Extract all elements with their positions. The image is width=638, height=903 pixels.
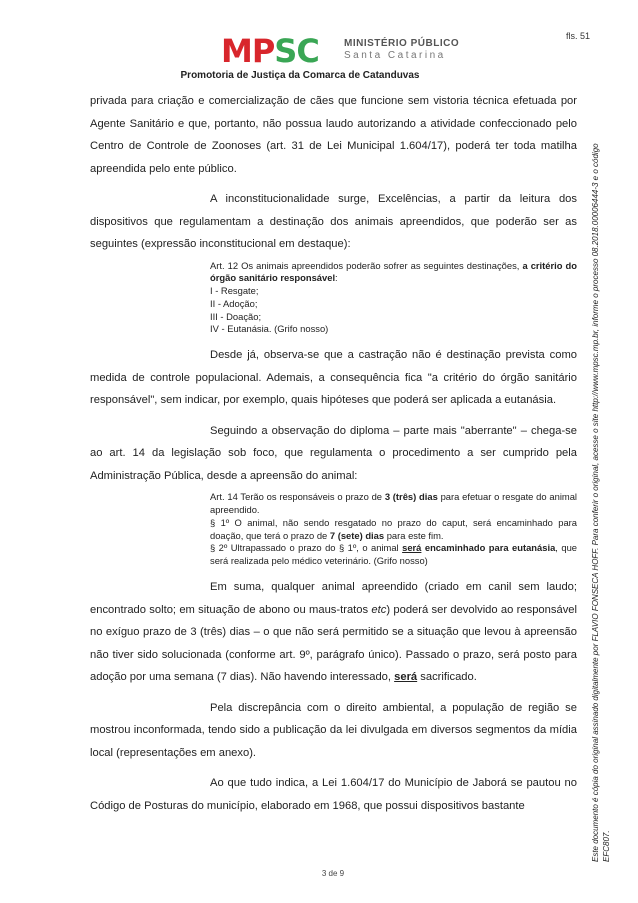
quote-art-14-par-2: § 2º Ultrapassado o prazo do § 1º, o animal será encaminhado para eutanásia, que será realizada pelo médico veterinário. (Grifo nosso) [210,542,577,567]
quote-art-14-par-1: § 1º O animal, não sendo resgatado no prazo do caput, será encaminhado para doação, que terá o prazo de 7 (sete) dias para este fim. [210,516,577,541]
page-number: 3 de 9 [321,869,345,878]
quote-art-14-caput: Art. 14 Terão os responsáveis o prazo de 3 (três) dias para efetuar o resgate do animal apreendido. [210,491,578,516]
page-folio: fls. 51 [566,31,591,41]
paragraph-3: Desde já, observa-se que a castração não é destinação prevista como medida de controle populacional. Ademais, a consequência fica "a critério do órgão sanitário responsável", sem indicar, por exemplo, quais hipóteses que poderá ser aplicada a eutanásia. [90,349,577,407]
quote-item: II - Adoção; [210,297,258,309]
paragraph-5: Em suma, qualquer animal apreendido (criado em canil sem laudo; encontrado solto; em situação de abono ou maus-tratos etc) poderá ser devolvido ao responsável no exíguo prazo de 3 (três) dias – o que não será permitido se a situação que levou à apreensão não tiver sido solucionada (conforme art. 9º, parágrafo único). Passado o prazo, será posto para adoção por uma semana (7 dias). Não havendo interessado, será sacrificado. [90,581,577,684]
paragraph-2: A inconstitucionalidade surge, Excelências, a partir da leitura dos dispositivos que regulamentam a destinação dos animais apreendidos, que poderão ser as seguintes (expressão inconstitucional em destaque): [90,193,577,250]
logo-mark: MPSC [221,32,319,70]
document-body [90,90,577,817]
logo-text: MINISTÉRIO PÚBLICO Santa Catarina [344,38,460,61]
paragraph-6: Pela discrepância com o direito ambiental, a população de região se mostrou inconformada, tendo sido a publicação da lei divulgada em diversos segmentos da mídia local (representações em anexo). [90,701,577,759]
paragraph-7: Ao que tudo indica, a Lei 1.604/17 do Município de Jaborá se pautou no Código de Posturas do município, elaborado em 1968, que possui dispositivos bastante [90,777,577,812]
quote-item: I - Resgate; [210,285,259,297]
quote-art-12: Art. 12 Os animais apreendidos poderão sofrer as seguintes destinações, a critério do órgão sanitário responsável: I - Resgate; II - Adoção; III - Doação; IV - Eutanásia. (Grifo nosso) [210,259,577,335]
digital-signature-note: Este documento é cópia do original assinado digitalmente por FLAVIO FONSECA HOFF. Para conferir o original, acesse o site http://www.mpsc.mp.br, informe o processo 08.2018.00006444-3 e o código EFC807. [591,143,611,862]
paragraph-1: privada para criação e comercialização de cães que funcione sem vistoria técnica efetuada por Agente Sanitário e que, portanto, não possua laudo autorizando a atividade confeccionado pelo Centro de Controle de Zoonoses (art. 31 de Lei Municipal 1.604/17), poderá ter toda matilha apreendida pelo ente público. [90,95,577,175]
quote-item: IV - Eutanásia. (Grifo nosso) [210,323,329,335]
paragraph-4: Seguindo a observação do diploma – parte mais "aberrante" – chega-se ao art. 14 da legislação sob foco, que regulamenta o procedimento a ser cumprido pela Administração Pública, desde a apreensão do animal: [90,424,577,482]
promotoria-subheader: Promotoria de Justiça da Comarca de Catanduvas [180,70,420,81]
quote-art-14 [210,491,577,568]
quote-item: III - Doação; [210,310,262,322]
